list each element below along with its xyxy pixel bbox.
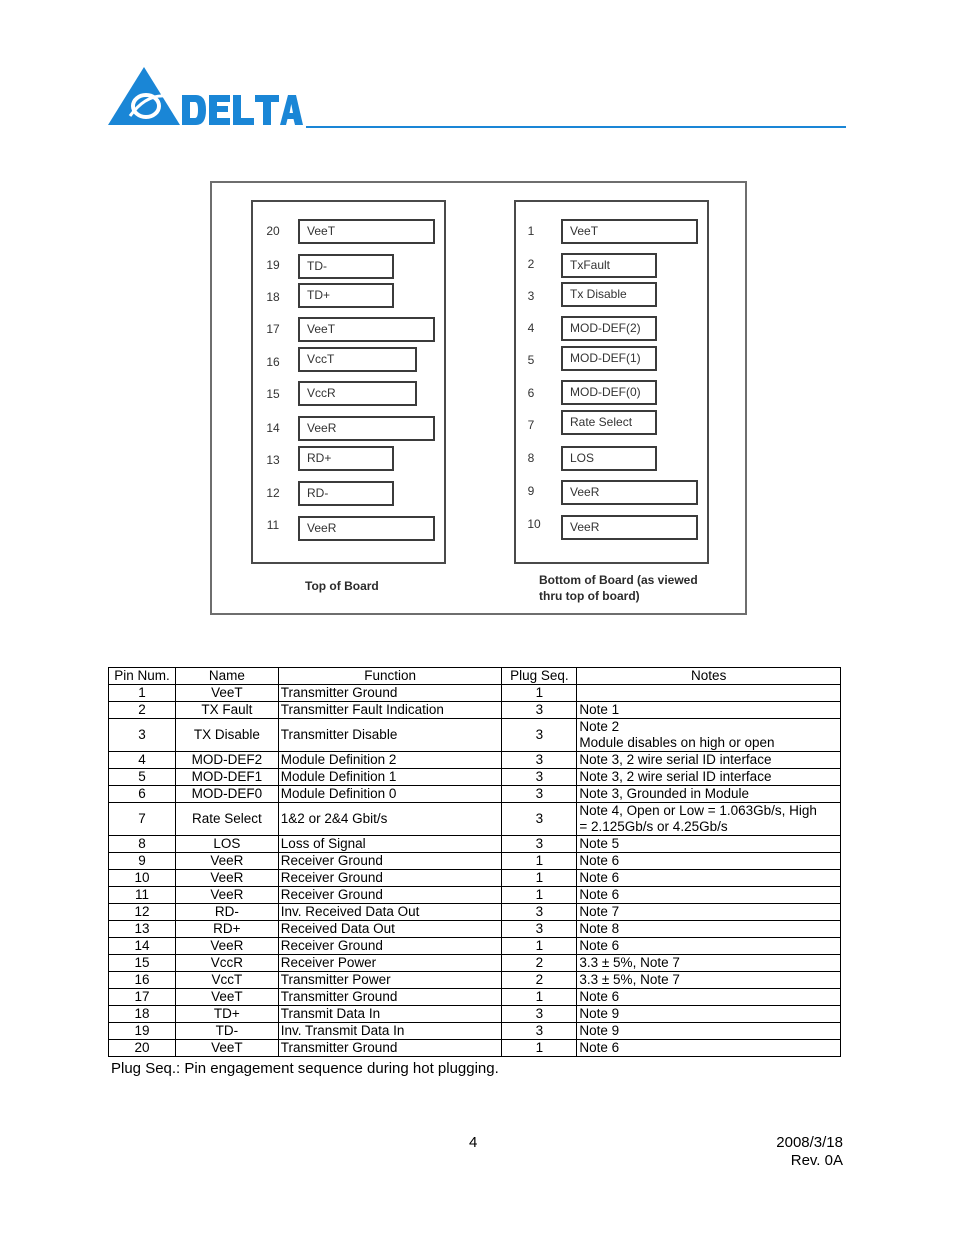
table-row — [109, 853, 841, 870]
table-row — [109, 1023, 841, 1040]
pin-name-cell: VeeR — [175, 870, 278, 887]
pin-number-cell: 7 — [109, 803, 176, 836]
notes-cell: Note 9 — [577, 1023, 841, 1040]
notes-line: Module disables on high or open — [579, 735, 775, 750]
function-cell: Transmitter Power — [278, 972, 502, 989]
plug-seq-cell: 3 — [502, 904, 577, 921]
pin-number-cell: 3 — [109, 719, 176, 752]
pin-name-cell: MOD-DEF2 — [175, 752, 278, 769]
function-cell: Module Definition 1 — [278, 769, 502, 786]
table-row — [109, 803, 841, 836]
plug-seq-cell: 1 — [502, 1040, 577, 1057]
function-cell: Module Definition 2 — [278, 752, 502, 769]
pin-name-cell: LOS — [175, 836, 278, 853]
table-row — [109, 702, 841, 719]
pin-number-cell: 15 — [109, 955, 176, 972]
pin-name-cell: TX Disable — [175, 719, 278, 752]
pin-box: VeeT — [298, 219, 435, 244]
header-notes: Notes — [577, 668, 841, 685]
table-row — [109, 989, 841, 1006]
pin-number-cell: 12 — [109, 904, 176, 921]
pin-box: TD- — [298, 254, 394, 279]
plug-seq-cell: 1 — [502, 887, 577, 904]
notes-cell — [577, 685, 841, 702]
pin-number: 20 — [266, 224, 280, 238]
table-row — [109, 887, 841, 904]
pin-number-cell: 13 — [109, 921, 176, 938]
plug-seq-cell: 1 — [502, 989, 577, 1006]
pin-number-cell: 9 — [109, 853, 176, 870]
notes-cell: Note 8 — [577, 921, 841, 938]
table-row — [109, 1006, 841, 1023]
plug-seq-cell: 3 — [502, 803, 577, 836]
pin-number: 8 — [527, 451, 535, 465]
pin-number-cell: 6 — [109, 786, 176, 803]
function-cell: Transmit Data In — [278, 1006, 502, 1023]
function-cell: Receiver Ground — [278, 887, 502, 904]
header-pin-num: Pin Num. — [109, 668, 176, 685]
pin-number: 10 — [527, 517, 541, 531]
pin-name-cell: VeeT — [175, 1040, 278, 1057]
pin-box: VeeR — [561, 515, 698, 540]
pin-number-cell: 10 — [109, 870, 176, 887]
table-row — [109, 719, 841, 752]
function-cell: Transmitter Ground — [278, 1040, 502, 1057]
notes-line: Note 2 — [579, 719, 620, 734]
pin-name-cell: VeeR — [175, 887, 278, 904]
function-cell: Receiver Power — [278, 955, 502, 972]
table-row — [109, 972, 841, 989]
function-cell: Inv. Received Data Out — [278, 904, 502, 921]
pin-number: 15 — [266, 387, 280, 401]
function-cell: 1&2 or 2&4 Gbit/s — [278, 803, 502, 836]
plug-seq-cell: 1 — [502, 853, 577, 870]
pin-box: MOD-DEF(0) — [561, 380, 657, 405]
pin-number: 5 — [527, 353, 535, 367]
header-rule — [306, 126, 846, 128]
revision: Rev. 0A — [790, 1152, 843, 1169]
plug-seq-cell: 1 — [502, 685, 577, 702]
notes-cell: Note 9 — [577, 1006, 841, 1023]
pin-number: 3 — [527, 289, 535, 303]
pin-number: 1 — [527, 224, 535, 238]
pin-box: MOD-DEF(1) — [561, 346, 657, 371]
pin-number: 16 — [266, 355, 280, 369]
pin-number-cell: 14 — [109, 938, 176, 955]
pin-name-cell: RD- — [175, 904, 278, 921]
function-cell: Receiver Ground — [278, 853, 502, 870]
pin-box: Tx Disable — [561, 282, 657, 307]
pin-name-cell: VeeT — [175, 685, 278, 702]
pin-number-cell: 8 — [109, 836, 176, 853]
table-row — [109, 955, 841, 972]
pin-box: VeeR — [561, 480, 698, 505]
table-row — [109, 1040, 841, 1057]
function-cell: Inv. Transmit Data In — [278, 1023, 502, 1040]
function-cell: Module Definition 0 — [278, 786, 502, 803]
header-plug-seq: Plug Seq. — [502, 668, 577, 685]
plug-seq-cell: 1 — [502, 870, 577, 887]
pin-number-cell: 4 — [109, 752, 176, 769]
notes-cell — [577, 719, 841, 752]
pin-number-cell: 19 — [109, 1023, 176, 1040]
delta-logo — [108, 66, 303, 128]
pin-box: VeeR — [298, 416, 435, 441]
bottom-board-caption-line1: Bottom of Board (as viewed — [539, 573, 698, 587]
pin-box: Rate Select — [561, 410, 657, 435]
pin-number-cell: 16 — [109, 972, 176, 989]
notes-cell: Note 6 — [577, 1040, 841, 1057]
notes-cell: Note 3, Grounded in Module — [577, 786, 841, 803]
table-row — [109, 904, 841, 921]
pin-box: VeeT — [561, 219, 698, 244]
pin-number: 6 — [527, 386, 535, 400]
table-row — [109, 921, 841, 938]
plug-seq-cell: 2 — [502, 972, 577, 989]
pin-box: VccT — [298, 347, 417, 372]
function-cell: Received Data Out — [278, 921, 502, 938]
plug-seq-cell: 3 — [502, 921, 577, 938]
pin-box: LOS — [561, 446, 657, 471]
pin-box: MOD-DEF(2) — [561, 316, 657, 341]
table-row — [109, 870, 841, 887]
pin-name-cell: VccT — [175, 972, 278, 989]
pin-name-cell: MOD-DEF1 — [175, 769, 278, 786]
plug-seq-cell: 3 — [502, 769, 577, 786]
pin-number: 2 — [527, 257, 535, 271]
pin-box: TxFault — [561, 253, 657, 278]
plug-seq-cell: 3 — [502, 702, 577, 719]
pin-box: TD+ — [298, 283, 394, 308]
page-number: 4 — [469, 1134, 478, 1151]
pin-number: 19 — [266, 258, 280, 272]
header-name: Name — [175, 668, 278, 685]
table-row — [109, 769, 841, 786]
pin-name-cell: TX Fault — [175, 702, 278, 719]
top-board — [251, 200, 446, 564]
plug-seq-cell: 1 — [502, 938, 577, 955]
pin-number-cell: 1 — [109, 685, 176, 702]
table-row — [109, 836, 841, 853]
table-header-row — [109, 668, 841, 685]
pin-number: 4 — [527, 321, 535, 335]
bottom-board — [514, 200, 709, 564]
footnote: Plug Seq.: Pin engagement sequence during hot plugging. — [111, 1060, 499, 1077]
header-function: Function — [278, 668, 502, 685]
pin-number-cell: 11 — [109, 887, 176, 904]
pin-number: 17 — [266, 322, 280, 336]
function-cell: Transmitter Ground — [278, 685, 502, 702]
bottom-board-caption-line2: thru top of board) — [539, 589, 640, 603]
top-board-caption: Top of Board — [305, 579, 379, 593]
pin-number: 9 — [527, 484, 535, 498]
notes-cell: Note 5 — [577, 836, 841, 853]
notes-cell: Note 6 — [577, 938, 841, 955]
pin-number: 13 — [266, 453, 280, 467]
function-cell: Loss of Signal — [278, 836, 502, 853]
table-row — [109, 786, 841, 803]
pin-name-cell: RD+ — [175, 921, 278, 938]
pin-number-cell: 18 — [109, 1006, 176, 1023]
plug-seq-cell: 3 — [502, 786, 577, 803]
pin-box: RD+ — [298, 446, 394, 471]
function-cell: Receiver Ground — [278, 938, 502, 955]
pin-diagram — [210, 181, 747, 615]
pin-number-cell: 2 — [109, 702, 176, 719]
table-row — [109, 938, 841, 955]
pin-box: VeeR — [298, 516, 435, 541]
notes-line: Note 4, Open or Low = 1.063Gb/s, High — [579, 803, 817, 818]
pin-name-cell: Rate Select — [175, 803, 278, 836]
pin-name-cell: VeeR — [175, 853, 278, 870]
pin-table — [108, 667, 841, 1057]
pin-box: VccR — [298, 381, 417, 406]
notes-cell: Note 3, 2 wire serial ID interface — [577, 769, 841, 786]
function-cell: Transmitter Fault Indication — [278, 702, 502, 719]
notes-line: = 2.125Gb/s or 4.25Gb/s — [579, 819, 728, 834]
pin-name-cell: TD- — [175, 1023, 278, 1040]
notes-cell: Note 7 — [577, 904, 841, 921]
notes-cell — [577, 803, 841, 836]
pin-number: 14 — [266, 421, 280, 435]
notes-cell: Note 6 — [577, 870, 841, 887]
pin-number-cell: 5 — [109, 769, 176, 786]
table-row — [109, 752, 841, 769]
plug-seq-cell: 3 — [502, 1006, 577, 1023]
notes-cell: Note 3, 2 wire serial ID interface — [577, 752, 841, 769]
plug-seq-cell: 2 — [502, 955, 577, 972]
pin-box: VeeT — [298, 317, 435, 342]
document-date: 2008/3/18 — [776, 1134, 843, 1151]
pin-name-cell: VeeT — [175, 989, 278, 1006]
notes-cell: Note 1 — [577, 702, 841, 719]
pin-name-cell: VccR — [175, 955, 278, 972]
pin-name-cell: TD+ — [175, 1006, 278, 1023]
pin-name-cell: MOD-DEF0 — [175, 786, 278, 803]
pin-number-cell: 20 — [109, 1040, 176, 1057]
notes-cell: Note 6 — [577, 887, 841, 904]
pin-number: 11 — [266, 518, 280, 532]
pin-number: 7 — [527, 418, 535, 432]
plug-seq-cell: 3 — [502, 719, 577, 752]
function-cell: Transmitter Disable — [278, 719, 502, 752]
function-cell: Receiver Ground — [278, 870, 502, 887]
plug-seq-cell: 3 — [502, 1023, 577, 1040]
notes-cell: Note 6 — [577, 989, 841, 1006]
table-row — [109, 685, 841, 702]
notes-cell: 3.3 ± 5%, Note 7 — [577, 972, 841, 989]
notes-cell: Note 6 — [577, 853, 841, 870]
pin-number: 18 — [266, 290, 280, 304]
function-cell: Transmitter Ground — [278, 989, 502, 1006]
pin-number-cell: 17 — [109, 989, 176, 1006]
notes-cell: 3.3 ± 5%, Note 7 — [577, 955, 841, 972]
plug-seq-cell: 3 — [502, 836, 577, 853]
pin-number: 12 — [266, 486, 280, 500]
plug-seq-cell: 3 — [502, 752, 577, 769]
pin-name-cell: VeeR — [175, 938, 278, 955]
pin-box: RD- — [298, 481, 394, 506]
